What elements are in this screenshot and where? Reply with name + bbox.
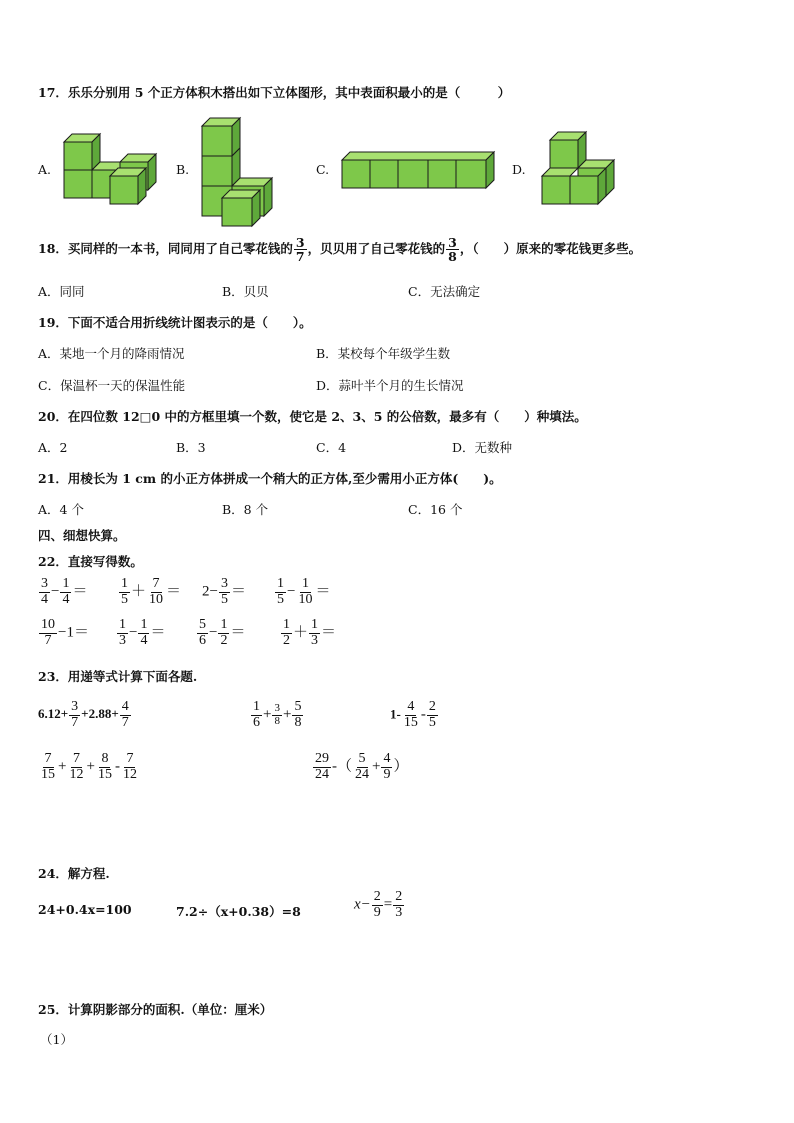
q18-option-c: C．无法确定 bbox=[408, 284, 481, 299]
q20-option-c: C．4 bbox=[316, 440, 347, 455]
q22-r1-c: 2− $\frac{3}{5}$ ＝ bbox=[202, 576, 246, 607]
q18-text-mid: ，贝贝用了自己零花钱的 bbox=[307, 241, 446, 257]
q23-expr-3: 1- $\frac{4}{15}$ - $\frac{2}{5}$ bbox=[390, 699, 436, 730]
q23-expr-5: $\frac{29}{24}$ -（ $\frac{5}{24}$ + $\frac{4}{9}$ ） bbox=[315, 751, 409, 782]
q18-option-b: B．贝贝 bbox=[222, 284, 269, 299]
q23-expr-1: 6.12+ $\frac{3}{7}$ +2.88+ $\frac{4}{7}$ bbox=[38, 699, 129, 730]
q17-figure-c bbox=[338, 148, 498, 192]
q23-expr-2: $\frac{1}{6}$ + $\frac{3}{8}$ + $\frac{5}{8}$ bbox=[253, 699, 302, 730]
q25-sub-label: （1） bbox=[40, 1032, 73, 1047]
q22-text: 22．直接写得数。 bbox=[38, 554, 143, 569]
q24-equation-3: x− $\frac{2}{9}$ = $\frac{2}{3}$ bbox=[354, 889, 403, 920]
q24-text: 24．解方程. bbox=[38, 866, 110, 881]
q18-text-pre: 18．买同样的一本书，同同用了自己零花钱的 bbox=[38, 241, 293, 257]
q20-option-b: B．3 bbox=[176, 440, 206, 455]
q17-option-d-label: D. bbox=[512, 162, 526, 177]
q20-option-a: A．2 bbox=[38, 440, 68, 455]
q25-text: 25．计算阴影部分的面积.（单位：厘米） bbox=[38, 1002, 273, 1017]
q21-option-b: B．8 个 bbox=[222, 502, 269, 517]
q17-option-b-label: B. bbox=[176, 162, 190, 177]
q19-option-a: A．某地一个月的降雨情况 bbox=[38, 346, 185, 361]
q23-text: 23．用递等式计算下面各题. bbox=[38, 669, 198, 684]
q23-expr-4: $\frac{7}{15}$ + $\frac{7}{12}$ + $\frac{8}{15}$ - $\frac{7}{12}$ bbox=[41, 751, 137, 782]
q18-fraction-2: $\frac{3}{8}$ bbox=[448, 235, 457, 265]
q21-text: 21．用棱长为 1 cm 的小正方体拼成一个稍大的正方体,至少需用小正方体( )。 bbox=[38, 471, 502, 486]
q19-option-c: C．保温杯一天的保温性能 bbox=[38, 378, 186, 393]
q17-text: 17．乐乐分别用 5 个正方体积木搭出如下立体图形，其中表面积最小的是（ ） bbox=[38, 85, 511, 100]
q22-r1-b: $\frac{1}{5}$ ＋ $\frac{7}{10}$ ＝ bbox=[121, 576, 182, 607]
q20-option-d: D．无数种 bbox=[452, 440, 513, 455]
q18-option-a: A．同同 bbox=[38, 284, 85, 299]
q18-stem bbox=[38, 236, 641, 263]
q17-option-a-label: A. bbox=[38, 162, 52, 177]
q18-text-post: ，（ ）原来的零花钱更多些。 bbox=[459, 241, 642, 257]
q21-option-a: A．4 个 bbox=[38, 502, 84, 517]
q17-figure-a bbox=[60, 128, 162, 208]
q22-r1-d: $\frac{1}{5}$ − $\frac{1}{10}$ ＝ bbox=[277, 576, 331, 607]
q19-text: 19．下面不适合用折线统计图表示的是（ ）。 bbox=[38, 315, 312, 330]
q22-r2-c: $\frac{5}{6}$ − $\frac{1}{2}$ ＝ bbox=[199, 617, 246, 648]
q19-option-b: B．某校每个年级学生数 bbox=[316, 346, 451, 361]
q17-option-c-label: C. bbox=[316, 162, 330, 177]
q20-text: 20．在四位数 12□0 中的方框里填一个数，使它是 2、3、5 的公倍数，最多有（ ）种填法。 bbox=[38, 409, 587, 424]
q24-equation-2: 7.2÷（x+0.38）=8 bbox=[176, 904, 301, 919]
q21-option-c: C．16 个 bbox=[408, 502, 463, 517]
q24-equation-1: 24+0.4x=100 bbox=[38, 902, 132, 917]
q22-r2-a: $\frac{10}{7}$ −1＝ bbox=[41, 617, 89, 648]
section-4-heading: 四、细想快算。 bbox=[38, 528, 126, 543]
q22-r2-b: $\frac{1}{3}$ − $\frac{1}{4}$ ＝ bbox=[119, 617, 166, 648]
q17-figure-d bbox=[538, 128, 618, 210]
q22-r1-a: $\frac{3}{4}$ − $\frac{1}{4}$ ＝ bbox=[41, 576, 88, 607]
q17-figure-b bbox=[198, 114, 278, 230]
q22-r2-d: $\frac{1}{2}$ ＋ $\frac{1}{3}$ ＝ bbox=[283, 617, 337, 648]
q18-fraction-1: $\frac{3}{7}$ bbox=[295, 235, 305, 265]
q19-option-d: D．蒜叶半个月的生长情况 bbox=[316, 378, 464, 393]
